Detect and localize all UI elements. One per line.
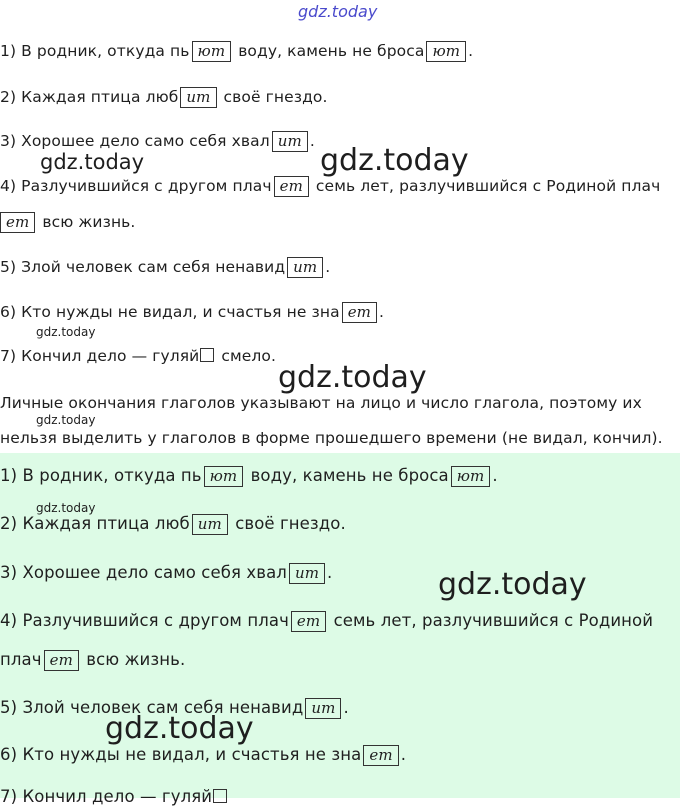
top-line-4: [0, 174, 660, 198]
text: .: [309, 132, 315, 150]
watermark: gdz.today: [438, 567, 587, 602]
text: .: [327, 563, 333, 582]
ending-box: ют: [204, 466, 244, 487]
text: семь лет, разлучившийся с Родиной: [328, 611, 654, 630]
text: семь лет, разлучившийся с Родиной плач: [310, 177, 661, 195]
watermark: gdz.today: [40, 150, 145, 174]
note-line-1: Личные окончания глаголов указывают на лицо и число глагола, поэтому их: [0, 394, 642, 412]
top-line-6: [0, 300, 384, 324]
ending-box: ет: [274, 176, 309, 197]
empty-ending-box: [213, 789, 227, 803]
watermark: gdz.today: [320, 143, 469, 178]
text: 1) В родник, откуда пь: [0, 42, 190, 60]
watermark: gdz.today: [105, 711, 254, 746]
text: .: [379, 303, 385, 321]
ending-box: ит: [272, 131, 308, 152]
text: .: [492, 466, 498, 485]
bottom-line-6: [0, 743, 406, 767]
text: 7) Кончил дело — гуляй: [0, 787, 213, 806]
ending-box: ет: [0, 212, 35, 233]
text: воду, камень не броса: [233, 42, 425, 60]
text: своё гнездо.: [218, 88, 328, 106]
text: всю жизнь.: [37, 213, 136, 231]
ending-box: ют: [426, 41, 466, 62]
top-line-7: [0, 344, 276, 368]
text: своё гнездо.: [229, 514, 346, 533]
ending-box: ит: [180, 87, 216, 108]
bottom-line-1: [0, 464, 498, 488]
ending-box: ет: [291, 611, 326, 632]
top-line-2: [0, 85, 328, 109]
text: .: [400, 745, 407, 764]
bottom-line-7: [0, 785, 229, 809]
top-line-5: [0, 255, 330, 279]
bottom-line-2: [0, 512, 346, 536]
text: 4) Разлучившийся с другом плач: [0, 611, 289, 630]
ending-box: ет: [44, 650, 79, 671]
ending-box: ет: [363, 745, 398, 766]
text: 2) Каждая птица люб: [0, 88, 179, 106]
text: воду, камень не броса: [245, 466, 449, 485]
text: 3) Хорошее дело само себя хвал: [0, 563, 287, 582]
text: 2) Каждая птица люб: [0, 514, 190, 533]
text: 6) Кто нужды не видал, и счастья не зна: [0, 745, 362, 764]
text: 6) Кто нужды не видал, и счастья не зна: [0, 303, 340, 321]
text: .: [325, 258, 331, 276]
watermark: gdz.today: [36, 413, 96, 427]
ending-box: ит: [289, 563, 325, 584]
top-line-1: [0, 39, 473, 63]
text: 7) Кончил дело — гуляй: [0, 347, 200, 365]
text: 3) Хорошее дело само себя хвал: [0, 132, 270, 150]
ending-box: ют: [451, 466, 491, 487]
text: 1) В родник, откуда пь: [0, 466, 202, 485]
note-line-2: нельзя выделить у глаголов в форме прошедшего времени (не видал, кончил).: [0, 429, 663, 447]
text: плач: [0, 650, 42, 669]
watermark-top: gdz.today: [298, 2, 378, 21]
text: 4) Разлучившийся с другом плач: [0, 177, 272, 195]
ending-box: ит: [287, 257, 323, 278]
ending-box: ит: [305, 698, 341, 719]
text: .: [343, 698, 349, 717]
bottom-line-4: [0, 609, 653, 633]
ending-box: ет: [342, 302, 377, 323]
text: .: [468, 42, 474, 60]
text: смело.: [216, 347, 277, 365]
watermark: gdz.today: [36, 325, 96, 339]
text: всю жизнь.: [80, 650, 186, 669]
ending-box: ют: [192, 41, 232, 62]
ending-box: ит: [192, 514, 228, 535]
text: 5) Злой человек сам себя ненавид: [0, 258, 286, 276]
empty-ending-box: [200, 348, 214, 362]
watermark: gdz.today: [278, 360, 427, 395]
watermark: gdz.today: [36, 501, 96, 515]
top-line-4b: [0, 210, 135, 234]
text: 5) Злой человек сам себя ненавид: [0, 698, 304, 717]
bottom-line-3: [0, 561, 332, 585]
bottom-line-4b: [0, 648, 185, 672]
